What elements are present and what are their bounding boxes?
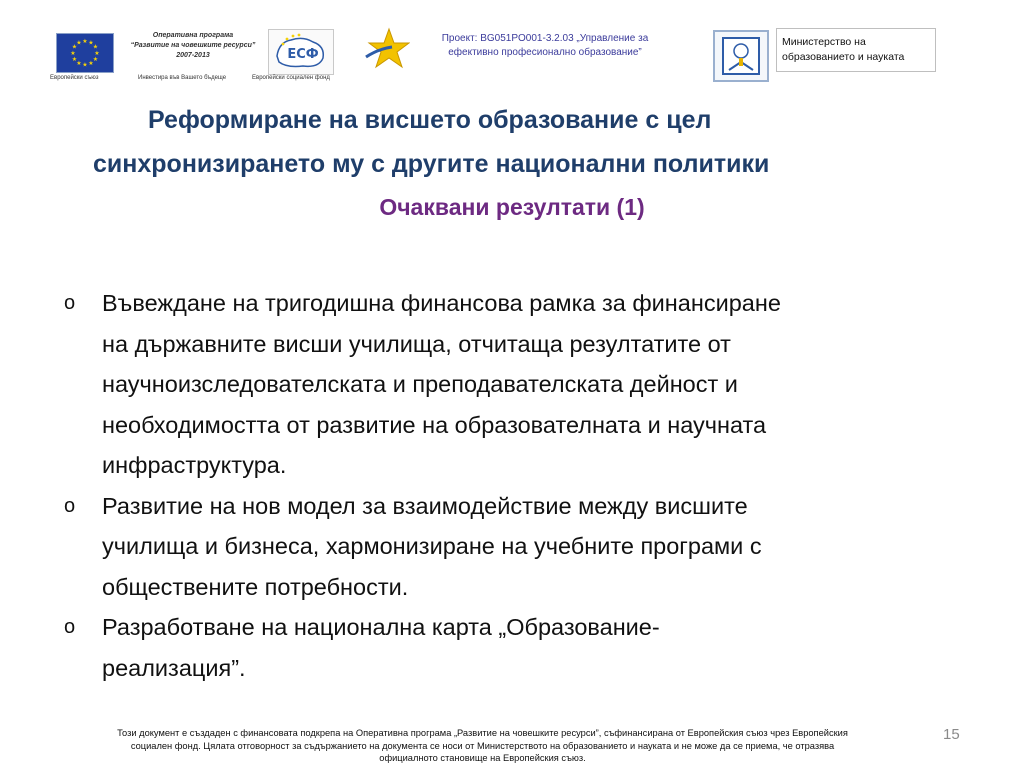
svg-text:★: ★ [88,60,94,67]
bullet-marker-icon: o [64,494,76,517]
eu-flag-icon [56,33,114,73]
svg-text:★: ★ [70,50,76,57]
operational-programme-logo-text [118,31,268,61]
bullet-line: необходимостта от развитие на образователната и научната [102,411,767,438]
bullet-line: Разработване на национална карта „Образование- [102,614,660,640]
bullet-item [60,607,1005,688]
footer-line: социален фонд. Цялата отговорност за съдържанието на документа се носи от Министерството на образованието и науката и не може да се приема, че отразява [130,740,835,751]
ministry-line-2: образованието и науката [782,51,905,63]
svg-text:★: ★ [92,56,99,63]
header-logos-bar [0,0,1024,95]
bullet-line: Въвеждане на тригодишна финансова рамка за финансиране [102,290,781,316]
svg-text:★: ★ [76,60,82,67]
svg-text:★: ★ [71,43,78,51]
bullet-line: обществените потребности. [102,573,409,600]
ministry-line-1: Министерство на [782,36,866,48]
bullet-line: на държавните висши училища, отчитаща резултатите от [102,330,731,357]
slide-title-line-1: Реформиране на висшето образование с цел [148,106,712,134]
bullet-line: Развитие на нов модел за взаимодействие между висшите [102,492,748,519]
footer-line: Този документ е създаден с финансовата подкрепа на Оперативна програма „Развитие на човешките ресурси”, съфинансирана от Европейския съюз чрез Европейския [117,728,848,738]
svg-text:ЕСФ: ЕСФ [287,47,319,62]
star-icon [364,27,410,71]
svg-text:★: ★ [76,39,82,47]
ministry-emblem-icon [713,30,769,82]
svg-text:★: ★ [88,39,94,47]
bullet-line: научноизследователската и преподавателската дейност и [102,371,738,397]
svg-text:★: ★ [82,38,88,45]
footer-disclaimer [10,727,955,765]
page-number: 15 [943,726,960,743]
svg-text:★: ★ [71,56,78,63]
project-description [420,32,670,60]
svg-text:★: ★ [82,61,88,69]
op-line-2: “Развитие на човешките ресурси” [130,42,256,49]
footer-line: официалното становище на Европейския съюз. [379,753,586,763]
bullet-marker-icon: o [64,616,76,638]
bullet-line: училища и бизнеса, хармонизиране на учебните програми с [102,533,762,559]
bullet-line: реализация”. [102,654,246,681]
project-line-1: Проект: BG051PO001-3.2.03 „Управление за [441,33,649,44]
bullet-list [60,283,1005,688]
slide-title-line-2: синхронизирането му с другите национални политики [93,150,770,178]
op-line-1: Оперативна програма [152,32,234,39]
esf-logo-icon [268,29,334,75]
svg-text:★: ★ [94,50,100,57]
slide-subtitle: Очаквани резултати (1) [379,194,645,220]
bullet-item [60,283,1005,486]
ministry-name-box [776,28,936,72]
bullet-marker-icon: o [64,292,76,314]
bullet-item [60,486,1005,608]
op-line-3: 2007-2013 [176,52,210,59]
op-caption: Инвестира във Вашето бъдеще [138,75,227,81]
esf-caption: Европейски социален фонд [252,75,330,81]
eu-caption: Европейски съюз [50,75,99,81]
project-line-2: ефективно професионално образование” [448,47,642,58]
bullet-line: инфраструктура. [102,452,287,478]
svg-text:★: ★ [92,43,99,51]
